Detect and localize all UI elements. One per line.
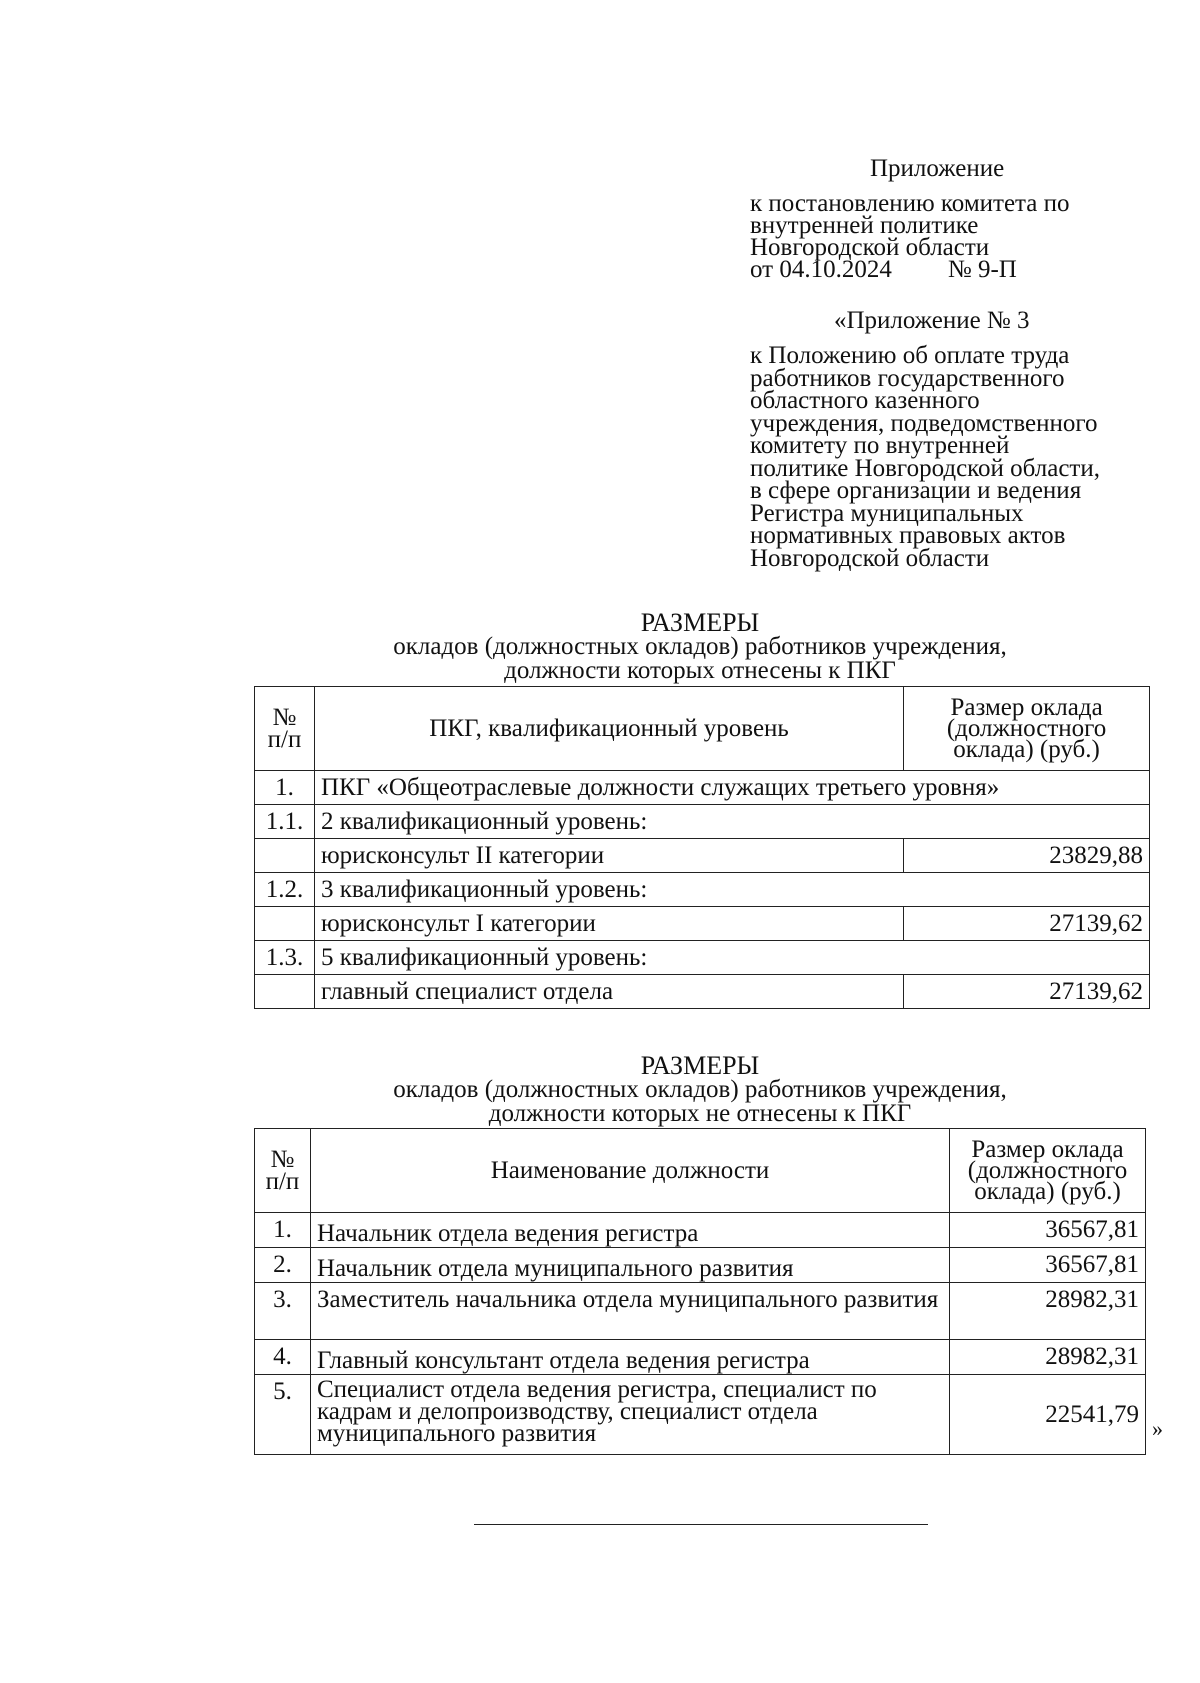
closing-quote: »: [1152, 1416, 1163, 1441]
row-num: 1.2.: [255, 873, 315, 907]
row-num: 4.: [255, 1340, 311, 1375]
position-name: Заместитель начальника отдела муниципального развития: [310, 1283, 949, 1340]
salary-value: 36567,81: [950, 1213, 1146, 1248]
appendix3-line: комитету по внутренней: [750, 432, 1010, 459]
salary-value: 28982,31: [950, 1340, 1146, 1375]
appendix3-line: к Положению об оплате труда: [750, 342, 1070, 369]
salary-value: 36567,81: [950, 1248, 1146, 1283]
qualification-level: 3 квалификационный уровень:: [314, 873, 1149, 907]
section1-subtitle: окладов (должностных окладов) работников учреждения,: [393, 633, 1007, 660]
salary-value: 27139,62: [904, 907, 1150, 941]
appendix3-line: Регистра муниципальных: [750, 499, 1024, 527]
table-row: [255, 1213, 1146, 1248]
table-row: [255, 1283, 1146, 1340]
row-num: 1.: [255, 771, 315, 805]
appendix3-reference: [750, 342, 1100, 572]
table-row: [255, 975, 1150, 1009]
row-num: 2.: [255, 1248, 311, 1283]
appendix3-title: «Приложение № 3: [834, 307, 1030, 334]
salary-value: 22541,79: [950, 1375, 1146, 1455]
table-row: [255, 941, 1150, 975]
qualification-level: 5 квалификационный уровень:: [314, 941, 1149, 975]
table-row: [255, 805, 1150, 839]
appendix3-line: в сфере организации и ведения: [750, 477, 1082, 504]
end-divider: [474, 1524, 928, 1525]
position-name: юрисконсульт I категории: [314, 907, 903, 941]
appendix3-line: нормативных правовых актов: [750, 522, 1066, 549]
col-num-header: № п/п: [255, 1129, 311, 1213]
col-value-header: Размер оклада (должностного оклада) (руб.): [950, 1129, 1146, 1213]
empty-cell: [255, 907, 315, 941]
salary-value: 23829,88: [904, 839, 1150, 873]
col-num-header: № п/п: [255, 687, 315, 771]
empty-cell: [255, 839, 315, 873]
table-row: [255, 839, 1150, 873]
salary-value: 28982,31: [950, 1283, 1146, 1340]
position-name: Начальник отдела ведения регистра: [310, 1213, 949, 1248]
appendix3-line: областного казенного: [750, 387, 980, 414]
position-name: Главный консультант отдела ведения регистра: [310, 1340, 949, 1375]
position-name: Начальник отдела муниципального развития: [310, 1248, 949, 1283]
row-num: 1.3.: [255, 941, 315, 975]
decree-date-row: [750, 256, 1070, 283]
row-num: 3.: [255, 1283, 311, 1340]
table-row: [255, 873, 1150, 907]
appendix-title: Приложение: [870, 155, 1005, 182]
pkg-salary-table: [254, 686, 1150, 1009]
section1-subtitle: должности которых отнесены к ПКГ: [504, 657, 896, 684]
col-name-header: Наименование должности: [310, 1129, 949, 1213]
decree-number: № 9-П: [947, 256, 1017, 283]
appendix-line: к постановлению комитета по: [750, 190, 1070, 217]
appendix3-line: учреждения, подведомственного: [750, 409, 1098, 437]
appendix3-line: работников государственного: [750, 364, 1065, 392]
row-num: 5.: [255, 1375, 311, 1455]
row-num: 1.1.: [255, 805, 315, 839]
pkg-group-name: ПКГ «Общеотраслевые должности служащих третьего уровня»: [314, 771, 1149, 805]
position-name: главный специалист отдела: [314, 975, 903, 1009]
col-value-header: Размер оклада (должностного оклада) (руб.): [904, 687, 1150, 771]
position-name: Специалист отдела ведения регистра, специалист по кадрам и делопроизводству, специалист отдела муниципального развития: [310, 1375, 949, 1455]
section2-subtitle: должности которых не отнесены к ПКГ: [488, 1100, 912, 1127]
appendix-line: Новгородской области: [750, 234, 990, 261]
section1-heading: [300, 608, 1100, 684]
row-num: 1.: [255, 1213, 311, 1248]
non-pkg-salary-table: [254, 1128, 1146, 1455]
section1-title: РАЗМЕРЫ: [640, 608, 760, 637]
decree-date: от 04.10.2024: [750, 256, 892, 283]
qualification-level: 2 квалификационный уровень:: [314, 805, 1149, 839]
table-header-row: [255, 1129, 1146, 1213]
appendix-line: внутренней политике: [750, 212, 979, 239]
section2-heading: [300, 1051, 1100, 1127]
table-row: [255, 1340, 1146, 1375]
table-row: [255, 771, 1150, 805]
empty-cell: [255, 975, 315, 1009]
position-name: юрисконсульт II категории: [314, 839, 903, 873]
appendix3-line: политике Новгородской области,: [750, 454, 1100, 482]
table-header-row: [255, 687, 1150, 771]
section2-title: РАЗМЕРЫ: [640, 1051, 760, 1080]
appendix-reference: [750, 190, 1070, 283]
table-row: [255, 1375, 1146, 1455]
salary-value: 27139,62: [904, 975, 1150, 1009]
section2-subtitle: окладов (должностных окладов) работников учреждения,: [393, 1076, 1007, 1103]
col-name-header: ПКГ, квалификационный уровень: [314, 687, 903, 771]
table-row: [255, 1248, 1146, 1283]
table-row: [255, 907, 1150, 941]
appendix3-line: Новгородской области: [750, 544, 990, 572]
